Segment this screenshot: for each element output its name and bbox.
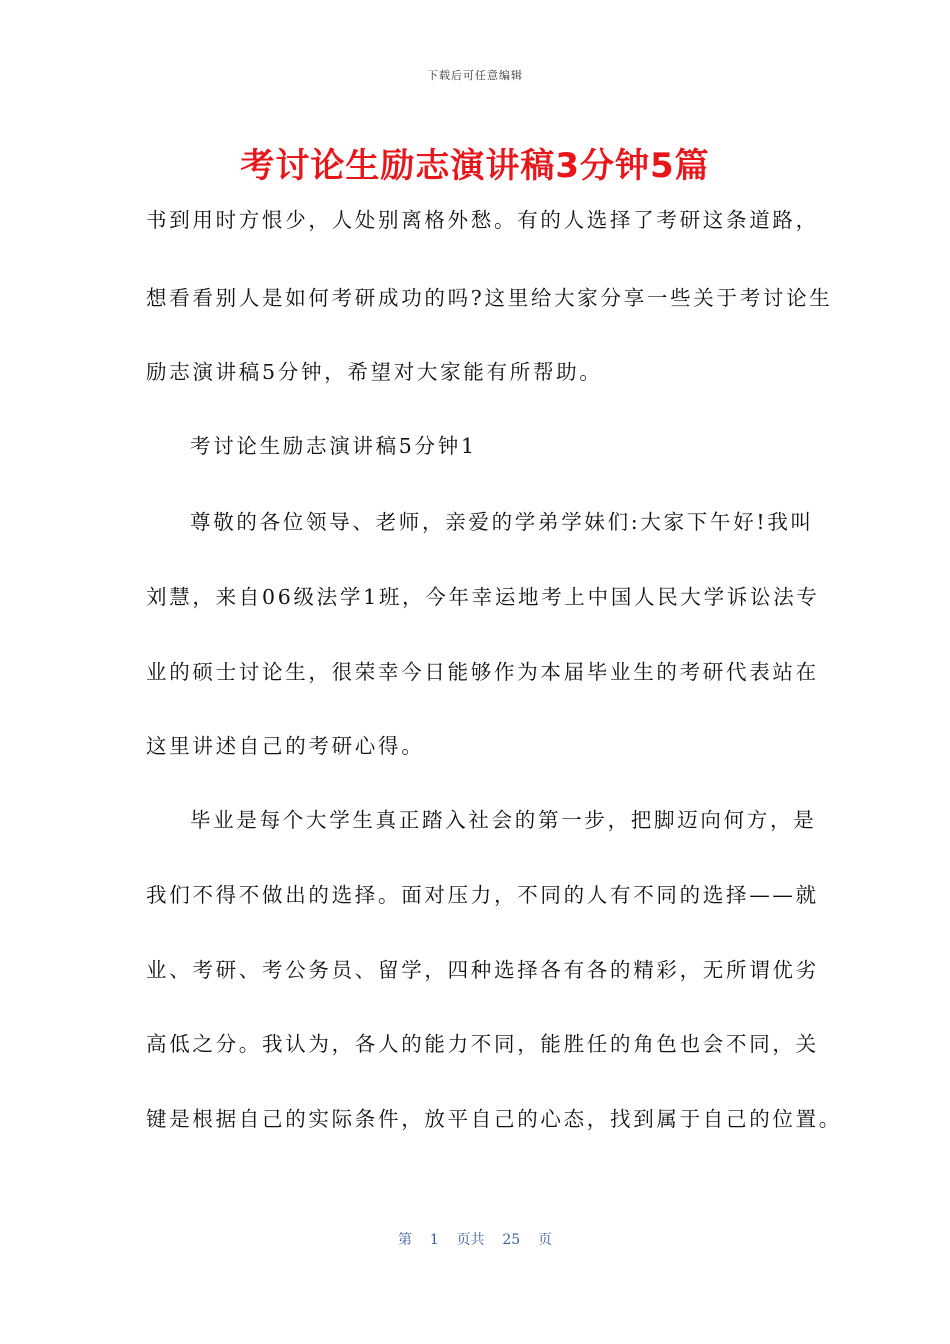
header-note: 下载后可任意编辑 [427, 69, 523, 82]
body-line: 业的硕士讨论生，很荣幸今日能够作为本届毕业生的考研代表站在 [146, 660, 819, 684]
footer-middle: 页共 [456, 1232, 485, 1248]
body-line: 毕业是每个大学生真正踏入社会的第一步，把脚迈向何方，是 [190, 808, 817, 832]
footer-page-number: 1 [429, 1232, 439, 1248]
body-line: 键是根据自己的实际条件，放平自己的心态，找到属于自己的位置。 [146, 1107, 842, 1131]
body-line: 我们不得不做出的选择。面对压力，不同的人有不同的选择——就 [146, 883, 819, 907]
body-line: 尊敬的各位领导、老师，亲爱的学弟学妹们:大家下午好!我叫 [190, 510, 814, 534]
document-title: 考讨论生励志演讲稿3分钟5篇 [240, 146, 710, 186]
section-heading: 考讨论生励志演讲稿5分钟1 [190, 434, 477, 458]
footer-suffix: 页 [538, 1232, 552, 1248]
body-line: 刘慧，来自06级法学1班，今年幸运地考上中国人民大学诉讼法专 [146, 585, 820, 609]
body-line: 书到用时方恨少，人处别离格外愁。有的人选择了考研这条道路， [146, 208, 819, 232]
body-line: 想看看别人是如何考研成功的吗?这里给大家分享一些关于考讨论生 [146, 286, 833, 310]
footer-total-pages: 25 [502, 1232, 521, 1248]
page-footer [0, 1229, 950, 1249]
body-line: 高低之分。我认为，各人的能力不同，能胜任的角色也会不同，关 [146, 1032, 819, 1056]
body-line: 这里讲述自己的考研心得。 [146, 734, 425, 758]
body-line: 励志演讲稿5分钟，希望对大家能有所帮助。 [146, 360, 603, 384]
body-line: 业、考研、考公务员、留学，四种选择各有各的精彩，无所谓优劣 [146, 958, 819, 982]
footer-prefix: 第 [398, 1232, 412, 1248]
